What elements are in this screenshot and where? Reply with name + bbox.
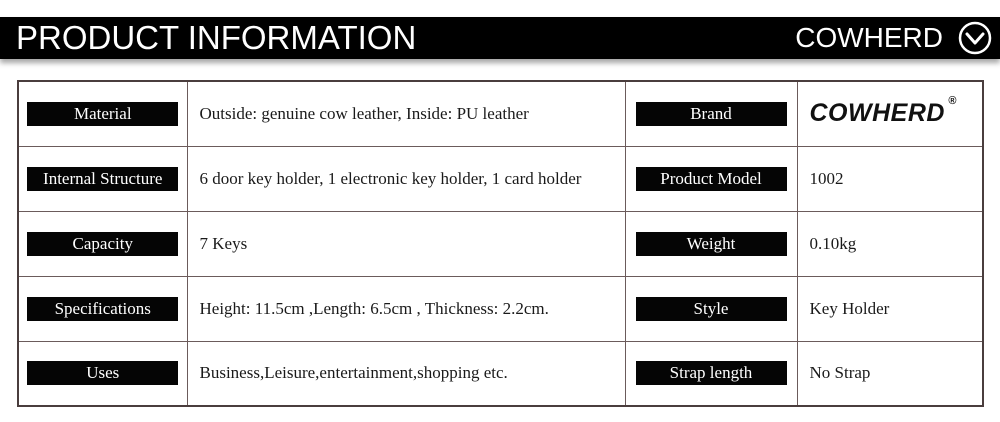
brand-logo-cell bbox=[797, 81, 983, 146]
spec-label: Capacity bbox=[27, 232, 178, 256]
table-row bbox=[18, 81, 983, 146]
spec-label-cell bbox=[625, 211, 797, 276]
table-row bbox=[18, 146, 983, 211]
spec-value: Key Holder bbox=[797, 276, 983, 341]
spec-label-cell bbox=[625, 146, 797, 211]
spec-value: 7 Keys bbox=[187, 211, 625, 276]
spec-label: Style bbox=[636, 297, 787, 321]
spec-label: Brand bbox=[636, 102, 787, 126]
spec-value: Height: 11.5cm ,Length: 6.5cm , Thickness: 2.2cm. bbox=[187, 276, 625, 341]
spec-label-cell bbox=[18, 276, 187, 341]
spec-label-cell bbox=[625, 276, 797, 341]
spec-label: Strap length bbox=[636, 361, 787, 385]
brand-logo-text: COWHERD bbox=[809, 99, 945, 128]
spec-label: Weight bbox=[636, 232, 787, 256]
chevron-down-circle-icon[interactable] bbox=[958, 21, 992, 55]
table-row bbox=[18, 211, 983, 276]
page-title: PRODUCT INFORMATION bbox=[16, 19, 417, 56]
spec-label: Uses bbox=[27, 361, 178, 385]
spec-value: Outside: genuine cow leather, Inside: PU leather bbox=[187, 81, 625, 146]
table-row bbox=[18, 341, 983, 406]
spec-label-cell bbox=[18, 146, 187, 211]
spec-value: No Strap bbox=[797, 341, 983, 406]
table-row bbox=[18, 276, 983, 341]
spec-label-cell bbox=[625, 341, 797, 406]
brand-logo bbox=[809, 95, 957, 128]
spec-label: Internal Structure bbox=[27, 167, 178, 191]
spec-label: Specifications bbox=[27, 297, 178, 321]
spec-value: Business,Leisure,entertainment,shopping etc. bbox=[187, 341, 625, 406]
spec-label-cell bbox=[625, 81, 797, 146]
registered-mark: ® bbox=[948, 95, 957, 108]
spec-label-cell bbox=[18, 81, 187, 146]
spec-label-cell bbox=[18, 341, 187, 406]
header-brand: COWHERD bbox=[795, 22, 943, 53]
spec-value: 0.10kg bbox=[797, 211, 983, 276]
spec-label: Product Model bbox=[636, 167, 787, 191]
spec-label-cell bbox=[18, 211, 187, 276]
spec-value: 6 door key holder, 1 electronic key holder, 1 card holder bbox=[187, 146, 625, 211]
spec-label: Material bbox=[27, 102, 178, 126]
spec-value: 1002 bbox=[797, 146, 983, 211]
header-bar bbox=[0, 17, 1000, 59]
spec-table bbox=[17, 80, 984, 407]
